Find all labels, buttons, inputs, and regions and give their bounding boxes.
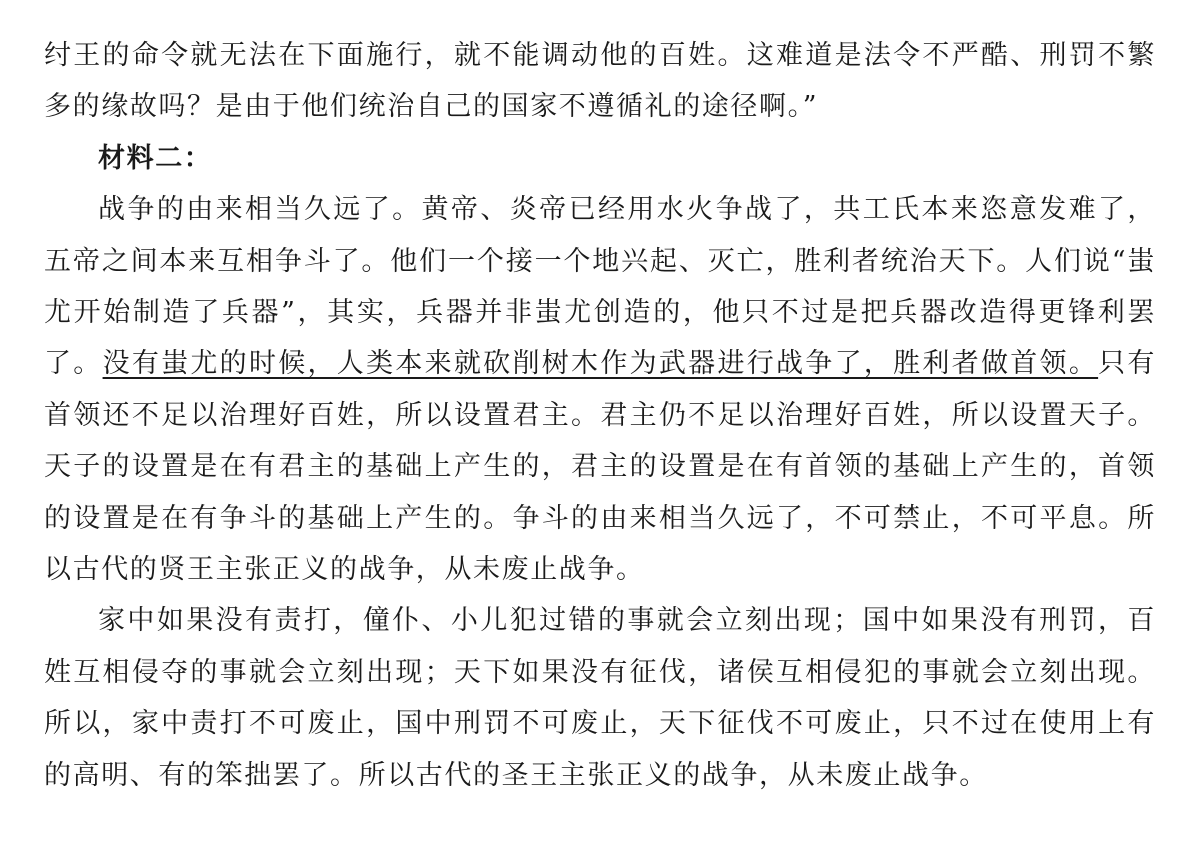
paragraph-continuation: 纣王的命令就无法在下面施行，就不能调动他的百姓。这难道是法令不严酷、刑罚不繁多的缘故吗？是由于他们统治自己的国家不遵循礼的途径啊。” bbox=[44, 40, 1156, 123]
section-heading: 材料二： bbox=[98, 142, 213, 174]
paragraph-text: 只有首领还不足以治理好百姓，所以设置君主。君主仍不足以治理好百姓，所以设置天子。天子的设置是在有君主的基础上产生的，君主的设置是在有首领的基础上产生的，首领的设置是在有争斗的基础上产生的。争斗的由来相当久远了，不可禁止，不可平息。所以古代的贤王主张正义的战争，从未废止战争。 bbox=[44, 348, 1156, 586]
paragraph-punishment: 家中如果没有责打，僮仆、小儿犯过错的事就会立刻出现；国中如果没有刑罚，百姓互相侵夺的事就会立刻出现；天下如果没有征伐，诸侯互相侵犯的事就会立刻出现。所以，家中责打不可废止，国中刑罚不可废止，天下征伐不可废止，只不过在使用上有的高明、有的笨拙罢了。所以古代的圣王主张正义的战争，从未废止战争。 bbox=[44, 605, 1156, 791]
paragraph-war-origin bbox=[44, 184, 1156, 595]
paragraph-text: 战争的由来相当久远了。黄帝、炎帝已经用水火争战了，共工氏本来恣意发难了，五帝之间本来互相争斗了。他们一个接一个地兴起、灭亡，胜利者统治天下。人们说“蚩尤开始制造了兵器”，其实，兵器并非蚩尤创造的，他只不过是把兵器改造得更锋利罢了。 bbox=[44, 194, 1156, 380]
underlined-sentence: 没有蚩尤的时候，人类本来就砍削树木作为武器进行战争了，胜利者做首领。 bbox=[102, 348, 1099, 380]
